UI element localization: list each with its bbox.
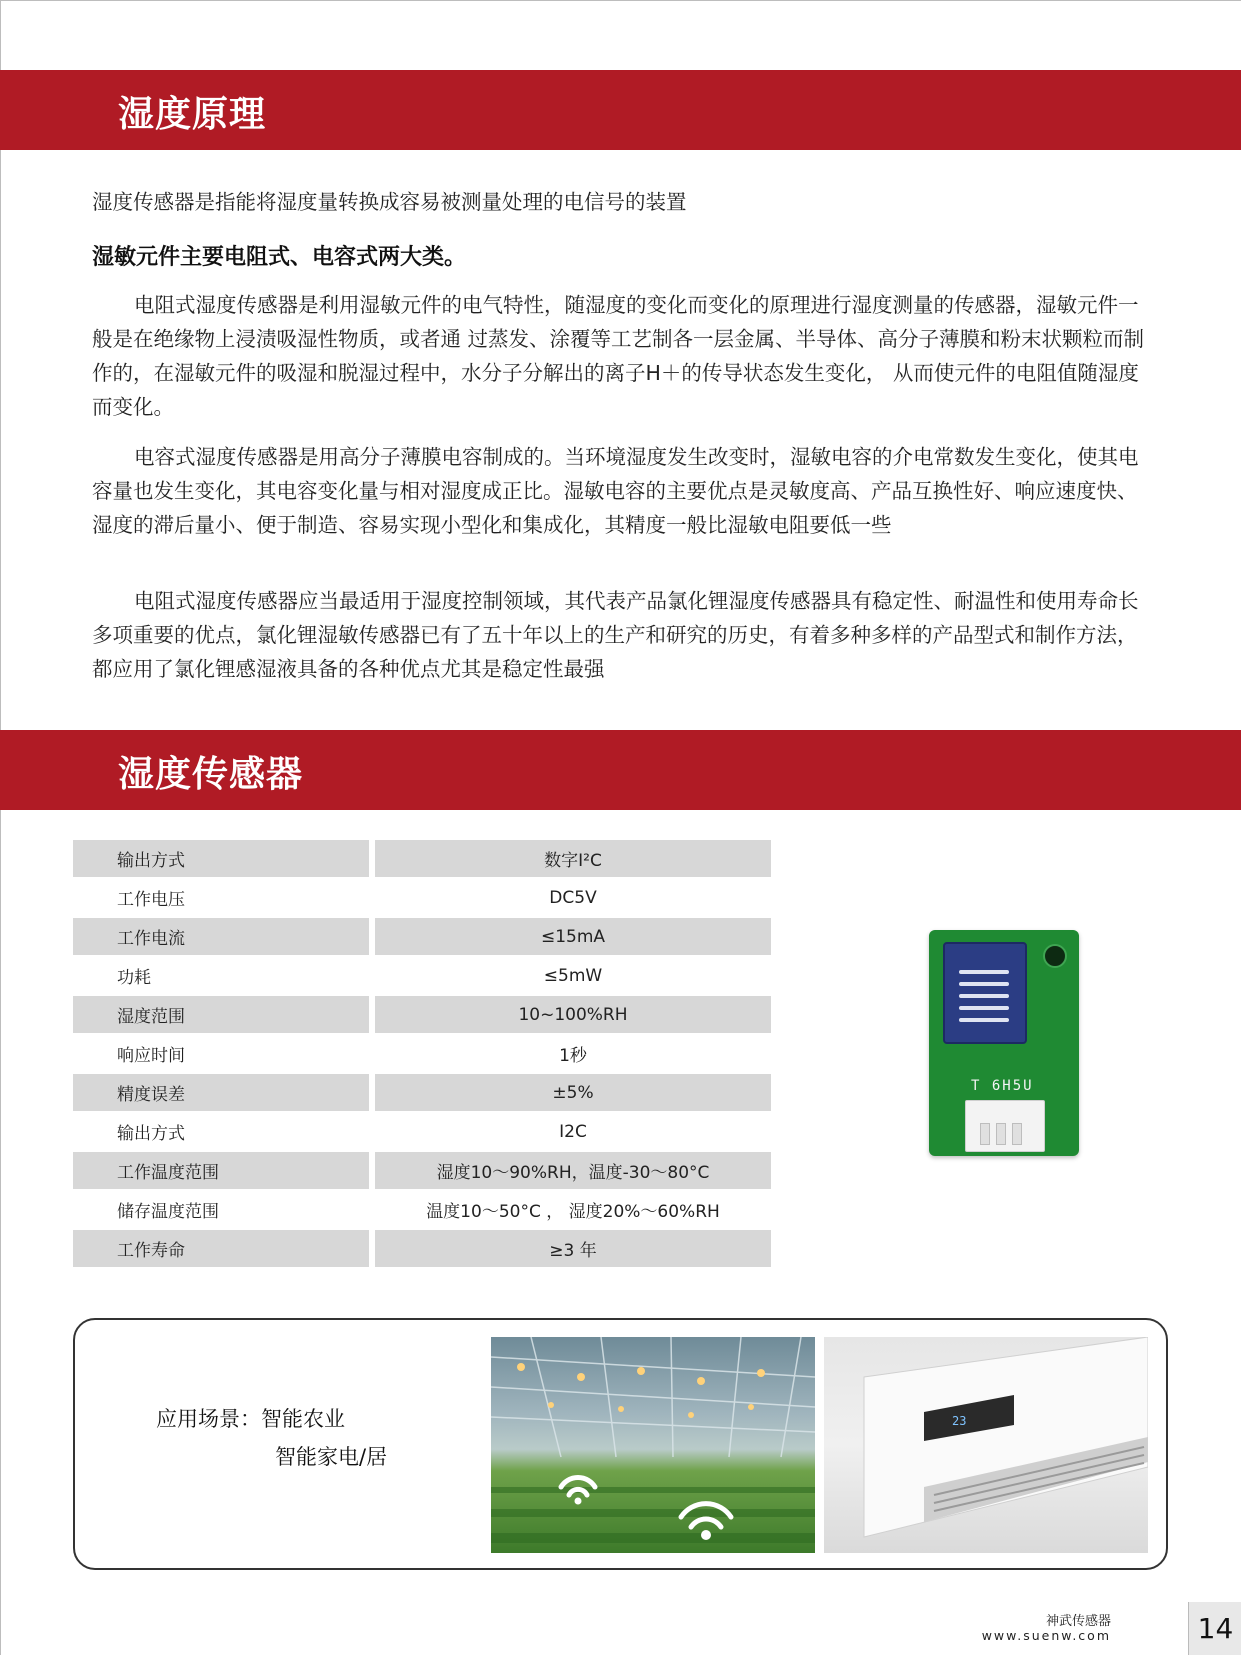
spec-key: 输出方式 [117,1124,185,1144]
spec-value: 温度10～50°C ， 湿度20%～60%RH [426,1202,720,1222]
humidity-chip [943,942,1027,1044]
vent-slot [959,994,1009,998]
greenhouse-illustration [491,1337,815,1553]
connector-pin [996,1123,1006,1145]
spec-value: ≤5mW [543,965,603,986]
footer-url[interactable]: www.suenw.com [981,1628,1111,1643]
spec-value: ±5% [375,1074,771,1111]
section-title-principle: 湿度原理 [118,94,267,135]
board-silkscreen: T 6H5U [971,1078,1034,1094]
page-number-box [1188,1602,1241,1655]
spec-value: ≤15mA [375,918,771,955]
spec-key: 功耗 [117,968,151,988]
page-top-border [0,0,1241,1]
paragraph-resistive: 电阻式湿度传感器是利用湿敏元件的电气特性，随湿度的变化而变化的原理进行湿度测量的传感器，湿敏元件一般是在绝缘物上浸渍吸湿性物质，或者通 过蒸发、涂覆等工艺制各一层金属、半导体、高分子薄膜和粉末状颗粒而制作的，在湿敏元件的吸湿和脱湿过程中，水分子分解出的离子H＋的传导状态发生变化， 从而使元件的电阻值随湿度而变化。 [92,293,1145,419]
table-row [73,1152,771,1189]
air-conditioner-illustration [824,1337,1148,1553]
spec-key: 工作电流 [73,918,369,955]
spec-value: 湿度10～90%RH，温度-30～80°C [375,1152,771,1189]
subheading: 湿敏元件主要电阻式、电容式两大类。 [92,245,467,270]
vent-slot [959,1018,1009,1022]
table-row [73,996,771,1033]
vent-slot [959,1006,1009,1010]
paragraph-capacitive: 电容式湿度传感器是用高分子薄膜电容制成的。当环境湿度发生改变时，湿敏电容的介电常数发生变化，使其电容量也发生变化，其电容变化量与相对湿度成正比。湿敏电容的主要优点是灵敏度高、产品互换性好、响应速度快、湿度的滞后量小、便于制造、容易实现小型化和集成化，其精度一般比湿敏电阻要低一些 [92,445,1139,537]
spec-table [73,838,771,1269]
sensor-board-image [929,930,1079,1156]
table-row [73,1074,771,1111]
spec-key: 工作寿命 [73,1230,369,1267]
table-row [73,840,771,877]
spec-value: DC5V [549,887,597,908]
page-number: 14 [1197,1612,1234,1645]
spec-value: 1秒 [559,1046,587,1066]
ac-display-reading: 23 [952,1414,967,1428]
spec-key: 精度误差 [73,1074,369,1111]
section-banner-sensor [0,730,1241,810]
vent-slot [959,982,1009,986]
table-row [73,1191,771,1228]
table-row [73,1230,771,1267]
connector-pin [1012,1123,1022,1145]
table-row [73,1035,771,1072]
table-row [73,879,771,916]
intro-text: 湿度传感器是指能将湿度量转换成容易被测量处理的电信号的装置 [92,190,687,214]
spec-key: 储存温度范围 [117,1202,219,1222]
spec-key: 工作电压 [117,890,185,910]
spec-value: I2C [559,1121,587,1142]
page-left-border [0,0,1,1655]
section-banner-principle [0,70,1241,150]
spec-value: 10~100%RH [375,996,771,1033]
air-conditioner-photo [824,1337,1148,1553]
table-row [73,1113,771,1150]
table-row [73,957,771,994]
application-label-home: 智能家电/居 [275,1445,388,1469]
spec-value: ≥3 年 [375,1230,771,1267]
vent-slot [959,970,1009,974]
spec-key: 工作温度范围 [73,1152,369,1189]
spec-key: 响应时间 [117,1046,185,1066]
paragraph-lithium-chloride: 电阻式湿度传感器应当最适用于湿度控制领域，其代表产品氯化锂湿度传感器具有稳定性、耐温性和使用寿命长多项重要的优点，氯化锂湿敏传感器已有了五十年以上的生产和研究的历史，有着多种多样的产品型式和制作方法，都应用了氯化锂感湿液具备的各种优点尤其是稳定性最强 [92,589,1139,681]
spec-key: 输出方式 [73,840,369,877]
greenhouse-photo [491,1337,815,1553]
connector [965,1100,1045,1152]
footer-brand: 神武传感器 [1045,1614,1111,1629]
table-row [73,918,771,955]
spec-key: 湿度范围 [73,996,369,1033]
connector-pin [980,1123,990,1145]
spec-value: 数字I²C [375,840,771,877]
section-title-sensor: 湿度传感器 [118,754,304,795]
application-label: 应用场景：智能农业 [156,1407,345,1431]
mounting-hole [1043,944,1067,968]
